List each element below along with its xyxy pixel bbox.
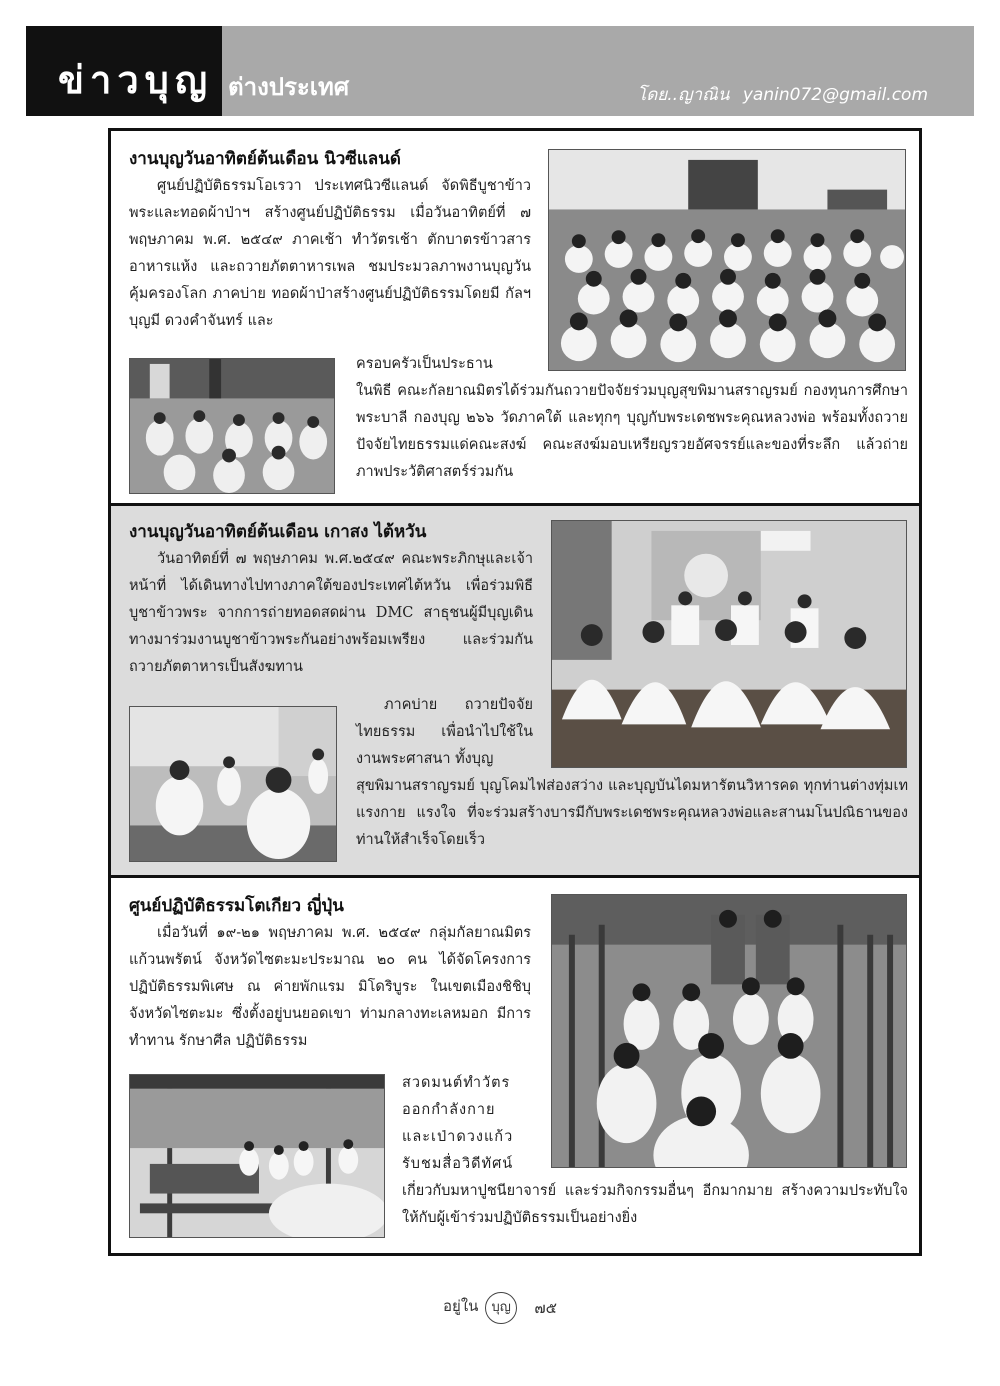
author-byline [629,84,928,106]
logo-circle: บุญ [485,1292,517,1324]
author-name: โดย..ญาณิน [637,85,730,105]
magazine-logo [443,1292,519,1324]
page-number: ๗๕ [534,1299,557,1317]
article-body: วันอาทิตย์ที่ ๗ พฤษภาคม พ.ศ.๒๕๔๙ คณะพระภิกษุและเจ้าหน้าที่ ได้เดินทางไปทางภาคใต้ของประเทศไต้หวัน เพื่อร่วมพิธีบูชาข้าวพระ จากการถ่ายทอดสดผ่าน DMC สาธุชนผู้มีบุญเดินทางมาร่วมงานบูชาข้าวพระกันอย่างพร้อมเพรียง และร่วมกันถวายภัตตาหารเป็นสังฆทาน [129,551,533,675]
group-photo [551,894,907,1168]
ceremony-photo [129,706,337,862]
group-photo [548,149,906,371]
camp-photo [129,1074,385,1238]
article-body: ครอบครัวเป็นประธาน [356,356,493,372]
article-new-zealand [108,128,922,506]
article-title: งานบุญวันอาทิตย์ต้นเดือน นิวซีแลนด์ [129,149,401,169]
logo-text-left: อยู่ใน [443,1297,479,1315]
author-email[interactable]: yanin072@gmail.com [742,85,928,105]
column-title: ข่าวบุญ [58,58,214,102]
article-title: งานบุญวันอาทิตย์ต้นเดือน เกาสง ไต้หวัน [129,522,427,542]
article-body: สวดมนต์ทำวัตร ออกกำลังกาย และเป่าดวงแก้ว รับชมสื่อวิดีทัศน์ [402,1075,514,1172]
article-japan [108,878,922,1256]
article-body: เมื่อวันที่ ๑๙-๒๑ พฤษภาคม พ.ศ. ๒๕๔๙ กลุ่มกัลยาณมิตรแก้วนพรัตน์ จังหวัดไซตะมะประมาณ ๒๐ คน ได้จัดโครงการปฏิบัติธรรมพิเศษ ณ ค่ายพักแรม มิโดริบูระ ในเขตเมืองชิชิบุ จังหวัดไซตะมะ ซึ่งตั้งอยู่บนยอดเขา ท่ามกลางทะเลหมอก มีการทำทาน รักษาศีล ปฏิบัติธรรม [129,925,531,1049]
article-taiwan [108,506,922,878]
article-body: ศูนย์ปฏิบัติธรรมโอเรวา ประเทศนิวซีแลนด์ จัดพิธีบูชาข้าวพระและทอดผ้าป่าฯ สร้างศูนย์ปฏิบัติธรรม เมื่อวันอาทิตย์ที่ ๗ พฤษภาคม พ.ศ. ๒๕๔๙ ภาคเช้า ทำวัตรเช้า ตักบาตรข้าวสารอาหารแห้ง และถวายภัตตาหารเพล ชมประมวลภาพงานบุญวันคุ้มครองโลก ภาคบ่าย ทอดผ้าป่าสร้างศูนย์ปฏิบัติธรรมโดยมี กัลฯ บุญมี ดวงคำจันทร์ และ [129,178,531,329]
article-body: สุขพิมานสราญรมย์ บุญโคมไฟส่องสว่าง และบุญบันไดมหารัตนวิหารคด ทุกท่านต่างทุ่มเทแรงกาย แรงใจ ที่จะร่วมสร้างบารมีกับพระเดชพระคุณหลวงพ่อและสานมโนปณิธานของท่านให้สำเร็จโดยเร็ว [356,778,908,848]
article-body: เกี่ยวกับมหาปูชนียาจารย์ และร่วมกิจกรรมอื่นๆ อีกมากมาย สร้างความประทับใจให้กับผู้เข้าร่วมปฏิบัติธรรมเป็นอย่างยิ่ง [402,1183,908,1226]
group-photo [551,520,907,768]
ceremony-photo [129,358,335,494]
article-body: ภาคบ่าย ถวายปัจจัยไทยธรรม เพื่อนำไปใช้ในงานพระศาสนา ทั้งบุญ [356,697,533,767]
article-body: ในพิธี คณะกัลยาณมิตรได้ร่วมกันถวายปัจจัยร่วมบุญสุขพิมานสราญรมย์ กองทุนการศึกษาพระบาลี กองบุญ ๒๖๖ วัดภาคใต้ และทุกๆ บุญกับพระเดชพระคุณหลวงพ่อ พร้อมทั้งถวายปัจจัยไทยธรรมแด่คณะสงฆ์ คณะสงฆ์มอบเหรียญรวยอัศจรรย์และของที่ระลึก แล้วถ่ายภาพประวัติศาสตร์ร่วมกัน [356,383,908,480]
article-title: ศูนย์ปฏิบัติธรรมโตเกียว ญี่ปุ่น [129,896,344,916]
page-footer [0,1292,1000,1324]
column-subtitle: ต่างประเทศ [228,73,350,101]
